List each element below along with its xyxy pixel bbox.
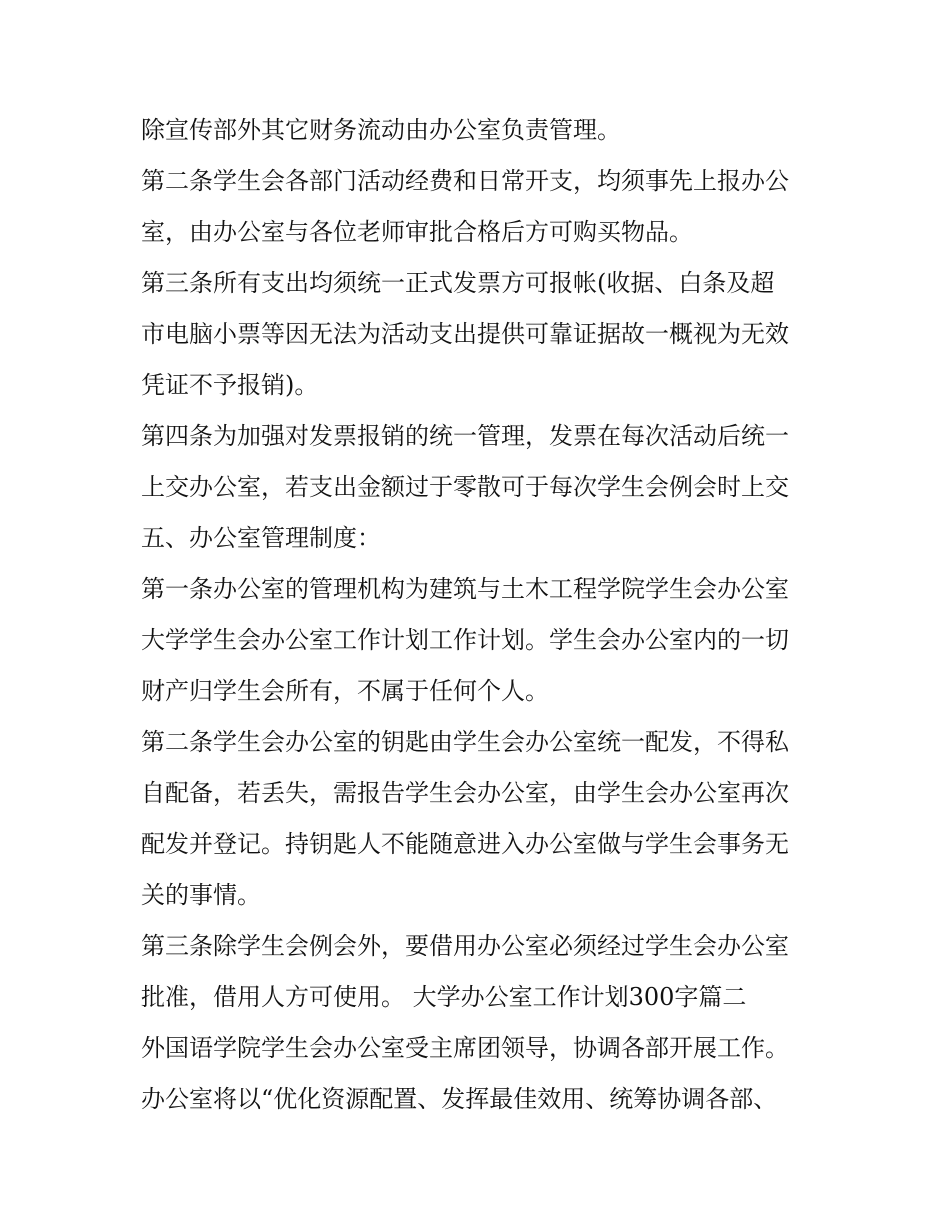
- section-heading: 五、办公室管理制度：: [141, 524, 381, 552]
- text-line: 市电脑小票等因无法为活动支出提供可靠证据故一概视为无效: [141, 320, 789, 348]
- text-line: 第一条办公室的管理机构为建筑与土木工程学院学生会办公室: [141, 575, 789, 603]
- text-line: 凭证不予报销)。: [141, 371, 319, 399]
- text-line: 室，由办公室与各位老师审批合格后方可购买物品。: [141, 218, 693, 246]
- text-line: 财产归学生会所有，不属于任何个人。: [141, 677, 549, 705]
- text-line: 第二条学生会各部门活动经费和日常开支，均须事先上报办公: [141, 167, 789, 195]
- text-line: 上交办公室，若支出金额过于零散可于每次学生会例会时上交: [141, 473, 789, 501]
- text-line: 大学学生会办公室工作计划工作计划。学生会办公室内的一切: [141, 626, 789, 654]
- text-line: 批准，借用人方可使用。 大学办公室工作计划300字篇二: [141, 983, 747, 1011]
- text-line: 关的事情。: [141, 881, 261, 909]
- text-line: 第四条为加强对发票报销的统一管理，发票在每次活动后统一: [141, 422, 789, 450]
- text-line: 外国语学院学生会办公室受主席团领导，协调各部开展工作。: [141, 1034, 789, 1062]
- text-line: 除宣传部外其它财务流动由办公室负责管理。: [141, 116, 621, 144]
- text-line: 办公室将以“优化资源配置、发挥最佳效用、统筹协调各部、: [141, 1085, 778, 1113]
- document-body: [141, 105, 821, 1125]
- text-line: 配发并登记。持钥匙人不能随意进入办公室做与学生会事务无: [141, 830, 789, 858]
- text-line: 第二条学生会办公室的钥匙由学生会办公室统一配发，不得私: [141, 728, 789, 756]
- text-line: 第三条除学生会例会外，要借用办公室必须经过学生会办公室: [141, 932, 789, 960]
- text-line: 第三条所有支出均须统一正式发票方可报帐(收据、白条及超: [141, 269, 775, 297]
- text-line: 自配备，若丢失，需报告学生会办公室，由学生会办公室再次: [141, 779, 789, 807]
